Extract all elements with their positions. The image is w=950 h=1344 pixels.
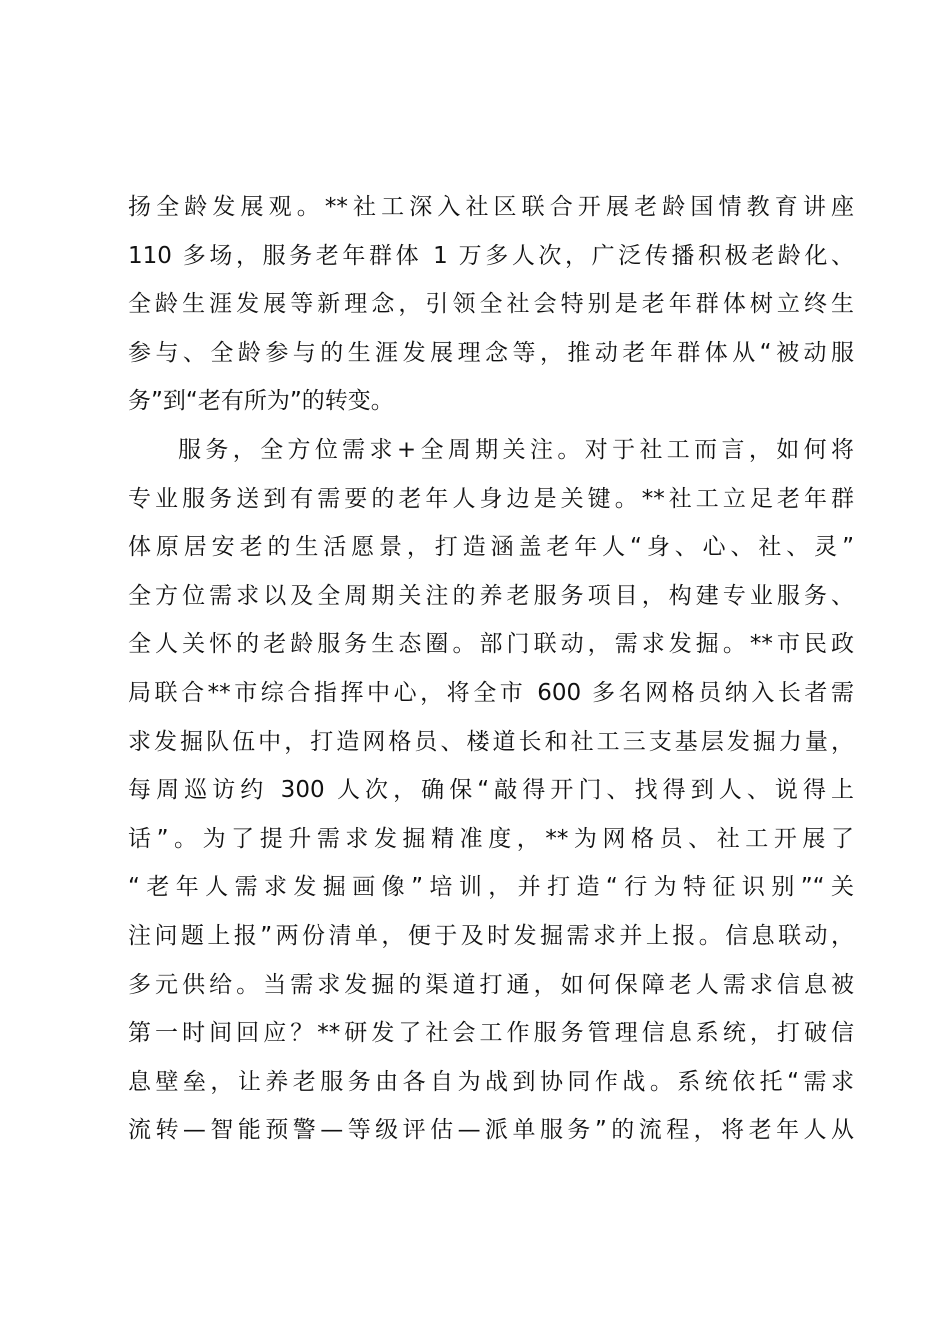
text-line: 流转—智能预警—等级评估—派单服务”的流程，将老年人从 (128, 1117, 854, 1144)
text-line: 务”到“老有所为”的转变。 (128, 388, 394, 415)
text-line: 专业服务送到有需要的老年人身边是关键。**社工立足老年群 (128, 485, 854, 512)
text-line: 服务，全方位需求+全周期关注。对于社工而言，如何将 (178, 436, 854, 463)
text-line: 求发掘队伍中，打造网格员、楼道长和社工三支基层发掘力量， (128, 728, 854, 755)
text-line: 全龄生涯发展等新理念，引领全社会特别是老年群体树立终生 (128, 291, 854, 318)
text-line: 扬全龄发展观。**社工深入社区联合开展老龄国情教育讲座 (128, 194, 854, 220)
text-line: 110 多场，服务老年群体 1 万多人次，广泛传播积极老龄化、 (128, 242, 854, 269)
text-line: 局联合**市综合指挥中心，将全市 600 多名网格员纳入长者需 (128, 679, 854, 706)
text-line: 每周巡访约 300 人次，确保“敲得开门、找得到人、说得上 (128, 777, 854, 804)
text-line: 体原居安老的生活愿景，打造涵盖老年人“身、心、社、灵” (128, 534, 854, 561)
text-line: 多元供给。当需求发掘的渠道打通，如何保障老人需求信息被 (128, 971, 854, 998)
text-line: 息壁垒，让养老服务由各自为战到协同作战。系统依托“需求 (128, 1068, 854, 1095)
text-line: 第一时间回应？**研发了社会工作服务管理信息系统，打破信 (128, 1020, 854, 1047)
text-line: 话”。为了提升需求发掘精准度，**为网格员、社工开展了 (128, 825, 854, 852)
body-text (128, 183, 854, 1155)
paragraph-2 (128, 426, 854, 1155)
paragraph-1 (128, 183, 854, 426)
text-line: 全方位需求以及全周期关注的养老服务项目，构建专业服务、 (128, 582, 854, 609)
text-line: 全人关怀的老龄服务生态圈。部门联动，需求发掘。**市民政 (128, 631, 854, 658)
text-line: 参与、全龄参与的生涯发展理念等，推动老年群体从“被动服 (128, 339, 854, 366)
text-line: “老年人需求发掘画像”培训，并打造“行为特征识别”“关 (128, 874, 854, 901)
text-line: 注问题上报”两份清单，便于及时发掘需求并上报。信息联动， (128, 922, 854, 949)
